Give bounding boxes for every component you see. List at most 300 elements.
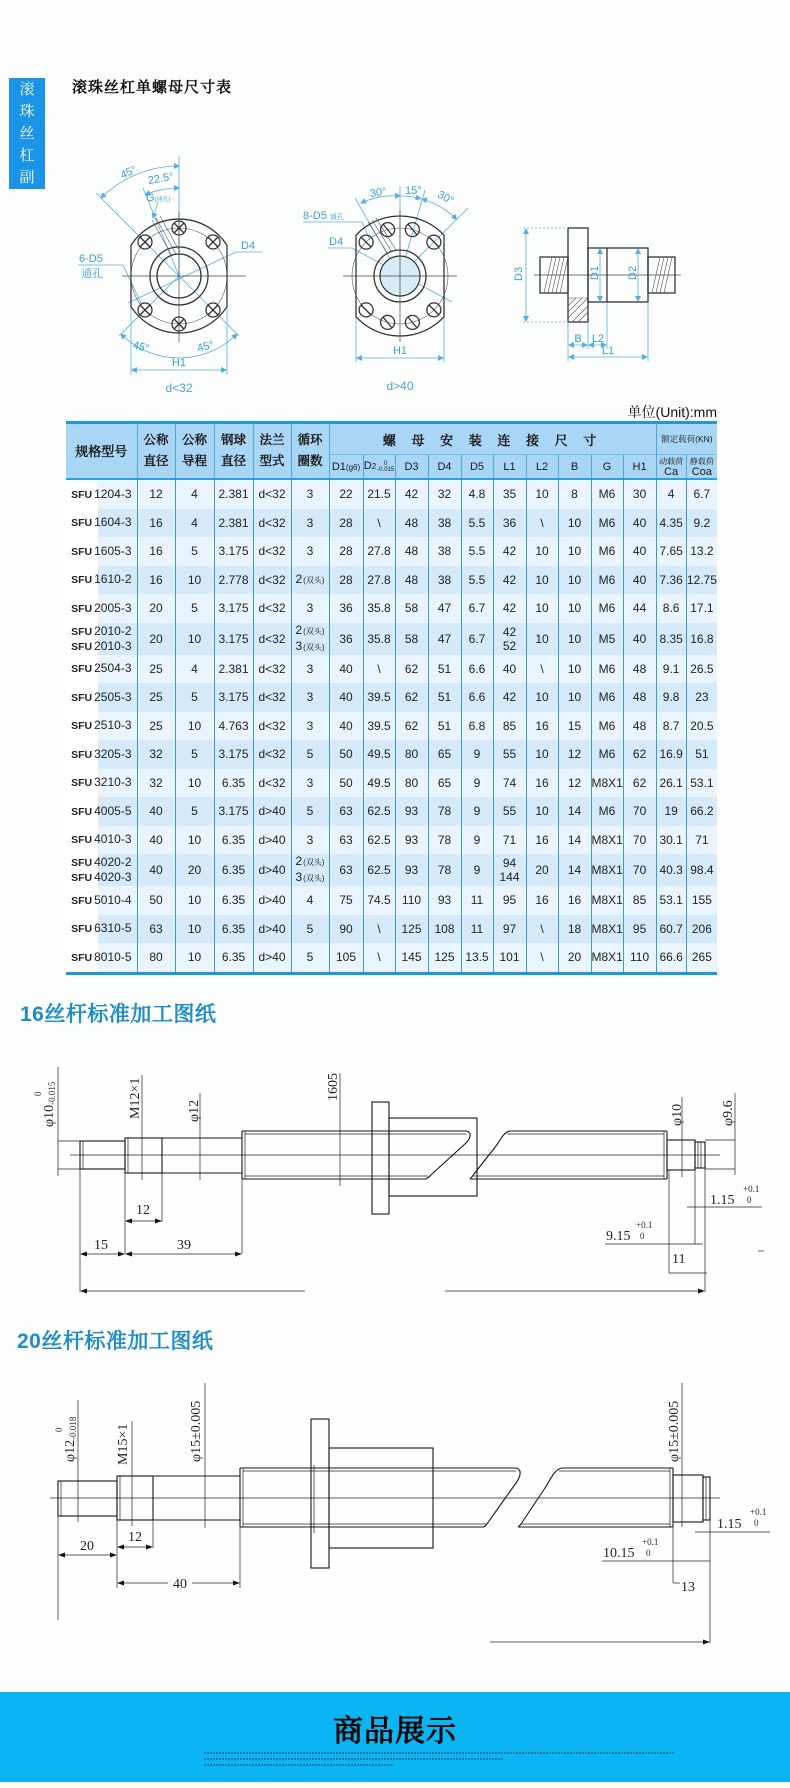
cell-G: M6 [591,797,623,826]
cell-circuits: 3 [291,683,329,712]
cell-L2: 10 [526,594,558,623]
cell-model: SFU 1204-3 [66,479,137,509]
cell-D3: 93 [395,797,428,826]
cell-Coa: 20.5 [686,712,717,741]
cell-model: SFU 8010-5 [66,943,137,973]
tolerance-upper: +0.1 [743,1184,760,1194]
bolt-holes-label: 8-D5 通孔 [303,210,344,222]
cell-nominal_diameter: 50 [137,886,175,915]
cell-D2: 21.5 [363,479,395,509]
cell-model: SFU 4010-3 [66,826,137,855]
cell-B: 10 [558,594,591,623]
table-row [66,623,717,655]
cell-lead: 10 [175,712,214,741]
cell-Coa: 51 [686,740,717,769]
nut-outline [372,1102,477,1214]
cell-L2: 16 [526,826,558,855]
cell-B: 10 [558,623,591,655]
cell-D2: 35.8 [363,594,395,623]
cell-L2: 16 [526,886,558,915]
header-flange-type: 法兰 型式 [253,423,291,480]
right-journal-length-label: 11 [672,1252,686,1267]
journal-length-label: 15 [94,1238,108,1253]
cell-D3: 48 [395,509,428,538]
cell-nominal_diameter: 25 [137,683,175,712]
table-body [66,479,717,973]
header-Coa: 静载荷 Coa [686,455,717,480]
cell-model: SFU 3210-3 [66,769,137,798]
nut-drawing-large-flange [303,185,468,393]
cell-D1: 75 [329,886,363,915]
header-nominal-diameter: 公称 直径 [137,423,175,480]
cell-model: SFU 1605-3 [66,537,137,566]
cell-ball_diameter: 3.175 [214,797,253,826]
groove-width-label: 1.15 [710,1193,735,1208]
cell-G: M8X1 [591,854,623,886]
cell-B: 14 [558,854,591,886]
cell-circuits: 2(双头) [291,566,329,595]
category-tag-char: 副 [19,168,35,186]
table-row [66,886,717,915]
cell-lead: 4 [175,509,214,538]
l2-label: L2 [591,333,605,345]
tolerance-lower: 0 [754,1518,759,1528]
cell-D1: 36 [329,594,363,623]
cell-Coa: 71 [686,826,717,855]
cell-D5: 13.5 [461,943,493,973]
cell-nominal_diameter: 16 [137,566,175,595]
cell-L2: \ [526,943,558,973]
cell-B: 16 [558,886,591,915]
category-tag-char: 杠 [19,146,35,164]
cell-flange_type: d>40 [253,915,291,944]
cell-Ca: 16.9 [656,740,686,769]
cell-L1: 94 144 [493,854,526,886]
cell-flange_type: d<32 [253,537,291,566]
cell-ball_diameter: 3.175 [214,537,253,566]
cell-Coa: 26.5 [686,655,717,684]
groove-width-label: 1.15 [717,1517,742,1532]
cell-flange_type: d<32 [253,740,291,769]
l1-label: L1 [601,345,615,357]
cell-D4: 47 [428,594,461,623]
left-journal-diameter-label: φ12-0.018 [63,1416,78,1462]
cell-flange_type: d<32 [253,683,291,712]
cell-lead: 5 [175,537,214,566]
cell-G: M8X1 [591,826,623,855]
cell-D1: 28 [329,566,363,595]
h1-label: H1 [392,345,408,357]
cell-L2: 10 [526,566,558,595]
category-tag-char: 丝 [19,124,35,142]
cell-D3: 125 [395,915,428,944]
cell-D1: 36 [329,623,363,655]
unit-label: 单位(Unit):mm [627,404,717,420]
cell-L1: 85 [493,712,526,741]
cell-flange_type: d<32 [253,479,291,509]
cell-circuits: 2(双头) 3(双头) [291,623,329,655]
table-row [66,655,717,684]
cell-ball_diameter: 2.778 [214,566,253,595]
angle-label: 45° [195,338,216,355]
angle-label: 30° [369,185,388,201]
cell-D4: 32 [428,479,461,509]
cell-B: 15 [558,712,591,741]
cell-flange_type: d<32 [253,655,291,684]
banner-title: 商品展示 [333,1715,457,1748]
angle-label: 15° [405,185,422,197]
cell-L2: 10 [526,537,558,566]
cell-L1: 71 [493,826,526,855]
header-L1: L1 [493,455,526,480]
angle-label: 22.5° [147,170,175,188]
cell-D4: 78 [428,797,461,826]
cell-D2: 62.5 [363,797,395,826]
thread-length-label: 12 [128,1530,142,1545]
cell-ball_diameter: 3.175 [214,740,253,769]
cell-Coa: 98.4 [686,854,717,886]
cell-H1: 40 [623,509,656,538]
cell-D4: 47 [428,623,461,655]
nut-side-view-drawing [513,228,681,361]
cell-B: 10 [558,683,591,712]
cell-D5: 9 [461,854,493,886]
header-L2: L2 [526,455,558,480]
cell-D1: 63 [329,797,363,826]
cell-D3: 48 [395,537,428,566]
cell-Ca: 40.3 [656,854,686,886]
d2-label: D2 [627,265,639,280]
header-B: B [558,455,591,480]
cell-B: 14 [558,826,591,855]
cell-D4: 51 [428,655,461,684]
cell-Ca: 8.35 [656,623,686,655]
cell-B: 10 [558,509,591,538]
cell-lead: 10 [175,915,214,944]
cell-Coa: 9.2 [686,509,717,538]
cell-lead: 4 [175,479,214,509]
header-nut-dimensions-group: 螺 母 安 装 连 接 尺 寸 [329,423,656,455]
cell-Coa: 12.75 [686,566,717,595]
cell-B: 8 [558,479,591,509]
cell-B: 10 [558,566,591,595]
cell-D2: \ [363,943,395,973]
cell-circuits: 2(双头) 3(双头) [291,854,329,886]
cell-L1: 42 [493,594,526,623]
shoulder-diameter-label: φ15±0.005 [189,1400,204,1462]
cell-Coa: 53.1 [686,769,717,798]
machining-drawing-16 [33,1067,764,1292]
product-showcase-banner [0,1692,790,1782]
cell-lead: 5 [175,594,214,623]
cell-Coa: 6.7 [686,479,717,509]
cell-D5: 9 [461,740,493,769]
cell-lead: 5 [175,797,214,826]
tolerance-upper: +0.1 [642,1537,659,1547]
thread-label: M12×1 [128,1077,143,1119]
table-row [66,537,717,566]
header-H1: H1 [623,455,656,480]
cell-Ca: 9.1 [656,655,686,684]
cell-L1: 74 [493,769,526,798]
cell-D1: 40 [329,655,363,684]
cell-G: M6 [591,655,623,684]
cell-model: SFU 2504-3 [66,655,137,684]
bolt-holes-note: 通孔 [81,268,103,280]
cell-lead: 10 [175,623,214,655]
cell-ball_diameter: 6.35 [214,915,253,944]
cell-model: SFU 2510-3 [66,712,137,741]
cell-model: SFU 1604-3 [66,509,137,538]
cell-G: M5 [591,623,623,655]
cell-Coa: 155 [686,886,717,915]
nut-drawing-small-flange [78,156,262,395]
cell-L2: \ [526,915,558,944]
cell-B: 18 [558,915,591,944]
cell-Coa: 17.1 [686,594,717,623]
cell-D2: 74.5 [363,886,395,915]
cell-lead: 10 [175,943,214,973]
cell-H1: 95 [623,915,656,944]
banner-fine-print [204,1752,674,1770]
cell-G: M6 [591,740,623,769]
cell-lead: 4 [175,655,214,684]
cell-flange_type: d<32 [253,566,291,595]
header-Ca: 动载荷 Ca [656,455,686,480]
cell-D1: 40 [329,712,363,741]
table-row [66,826,717,855]
drawing-caption: d<32 [165,381,193,395]
cell-D1: 50 [329,740,363,769]
drawing-caption: d>40 [386,379,414,393]
angle-label: 45° [131,339,151,356]
cell-D5: 11 [461,915,493,944]
cell-D1: 28 [329,509,363,538]
cell-model: SFU 3205-3 [66,740,137,769]
cell-D5: 5.5 [461,509,493,538]
cell-circuits: 3 [291,769,329,798]
cell-Coa: 66.2 [686,797,717,826]
tolerance-lower: 0 [747,1195,752,1205]
cell-D1: 63 [329,854,363,886]
h1-label: H1 [171,357,187,369]
cell-nominal_diameter: 20 [137,594,175,623]
cell-D3: 62 [395,655,428,684]
d3-label: D3 [513,266,525,281]
cell-D2: \ [363,915,395,944]
cell-D1: 22 [329,479,363,509]
cell-D1: 50 [329,769,363,798]
cell-circuits: 5 [291,797,329,826]
cell-D1: 28 [329,537,363,566]
cell-circuits: 5 [291,740,329,769]
cell-Coa: 265 [686,943,717,973]
cell-D3: 62 [395,683,428,712]
cell-lead: 10 [175,566,214,595]
cell-D1: 63 [329,826,363,855]
oil-hole-label: G(通孔) [146,192,171,204]
cell-nominal_diameter: 40 [137,826,175,855]
header-model: 规格型号 [66,423,137,480]
cell-nominal_diameter: 40 [137,797,175,826]
cell-D5: 9 [461,769,493,798]
header-D3: D3 [395,455,428,480]
header-G: G [591,455,623,480]
groove-position-label: 10.15 [603,1546,635,1561]
cell-circuits: 3 [291,537,329,566]
header-D5: D5 [461,455,493,480]
cell-nominal_diameter: 63 [137,915,175,944]
cell-H1: 62 [623,740,656,769]
cell-model: SFU 4020-2 SFU 4020-3 [66,854,137,886]
machining-drawing-20 [50,1383,770,1643]
cell-D4: 65 [428,769,461,798]
cell-G: M8X1 [591,769,623,798]
cell-D4: 51 [428,712,461,741]
cell-lead: 20 [175,854,214,886]
cell-D3: 58 [395,623,428,655]
cell-L1: 95 [493,886,526,915]
cell-D4: 51 [428,683,461,712]
cell-D3: 62 [395,712,428,741]
cell-H1: 70 [623,854,656,886]
cell-D2: 27.8 [363,566,395,595]
cell-nominal_diameter: 80 [137,943,175,973]
cell-B: 10 [558,537,591,566]
cell-L2: 16 [526,712,558,741]
cell-circuits: 4 [291,886,329,915]
angle-label: 30° [435,188,456,208]
tolerance-upper: 0 [54,1427,64,1432]
cell-ball_diameter: 3.175 [214,683,253,712]
cell-D3: 145 [395,943,428,973]
table-row [66,509,717,538]
cell-ball_diameter: 2.381 [214,509,253,538]
cell-Coa: 13.2 [686,537,717,566]
cell-D3: 110 [395,886,428,915]
cell-L1: 42 52 [493,623,526,655]
cell-L2: \ [526,655,558,684]
cell-L2: 10 [526,683,558,712]
cell-D4: 65 [428,740,461,769]
table-row [66,566,717,595]
cell-Ca: 60.7 [656,915,686,944]
section-title-20-drawing: 20丝杆标准加工图纸 [17,1330,214,1353]
table-header [66,423,717,480]
cell-L1: 42 [493,537,526,566]
b-label: B [574,333,582,345]
cell-lead: 10 [175,886,214,915]
cell-D2: 49.5 [363,769,395,798]
cell-flange_type: d>40 [253,797,291,826]
category-tag-char: 珠 [19,102,35,120]
cell-Ca: 66.6 [656,943,686,973]
bolt-holes-label: 6-D5 [79,253,103,265]
cell-D4: 93 [428,886,461,915]
cell-model: SFU 5010-4 [66,886,137,915]
cell-model: SFU 6310-5 [66,915,137,944]
header-D4: D4 [428,455,461,480]
thread-label: M15×1 [116,1423,131,1465]
cell-nominal_diameter: 32 [137,769,175,798]
cell-ball_diameter: 2.381 [214,655,253,684]
cell-nominal_diameter: 20 [137,623,175,655]
dimension-lines [78,156,262,375]
header-circuits: 循环 圈数 [291,423,329,480]
cell-flange_type: d<32 [253,712,291,741]
cell-circuits: 5 [291,943,329,973]
cell-H1: 48 [623,655,656,684]
cell-Ca: 26.1 [656,769,686,798]
cell-D3: 93 [395,854,428,886]
shoulder-length-label: 40 [173,1577,187,1592]
cell-L1: 35 [493,479,526,509]
cell-lead: 5 [175,740,214,769]
cell-Ca: 8.6 [656,594,686,623]
tolerance-upper: 0 [33,1091,43,1096]
cell-circuits: 3 [291,712,329,741]
ball-screw-nut-dimension-table [66,421,717,975]
cell-Ca: 7.65 [656,537,686,566]
right-journal-diameter-label: φ15±0.005 [667,1400,682,1462]
cell-Ca: 53.1 [656,886,686,915]
cell-nominal_diameter: 25 [137,655,175,684]
cell-flange_type: d<32 [253,594,291,623]
cell-G: M8X1 [591,915,623,944]
groove-diameter-label: φ9.6 [721,1100,736,1126]
cell-Ca: 4 [656,479,686,509]
cell-D5: 5.5 [461,566,493,595]
tolerance-lower: 0 [646,1548,651,1558]
cell-L2: 10 [526,623,558,655]
shoulder-diameter-label: φ12 [187,1099,202,1122]
cell-Coa: 206 [686,915,717,944]
cell-lead: 5 [175,683,214,712]
cell-L1: 55 [493,797,526,826]
cell-circuits: 3 [291,594,329,623]
cell-G: M6 [591,537,623,566]
cell-H1: 40 [623,623,656,655]
cell-D5: 6.6 [461,655,493,684]
cell-model: SFU 1610-2 [66,566,137,595]
cell-D3: 42 [395,479,428,509]
cell-ball_diameter: 6.35 [214,943,253,973]
cell-Coa: 16.8 [686,623,717,655]
cell-L2: 10 [526,740,558,769]
tolerance-lower: 0 [640,1231,645,1241]
cell-D3: 80 [395,740,428,769]
cell-Ca: 4.35 [656,509,686,538]
cell-L2: 10 [526,479,558,509]
cell-G: M6 [591,683,623,712]
cell-Ca: 8.7 [656,712,686,741]
cell-flange_type: d<32 [253,623,291,655]
shoulder-length-label: 39 [177,1238,191,1253]
right-journal-length-label: 13 [681,1580,695,1595]
header-rated-load-group: 额定载荷(KN) [656,423,717,455]
d4-label: D4 [329,236,344,248]
cell-D2: \ [363,655,395,684]
cell-G: M8X1 [591,943,623,973]
cell-D2: 62.5 [363,854,395,886]
cell-flange_type: d>40 [253,826,291,855]
table-row [66,797,717,826]
cell-H1: 40 [623,566,656,595]
cell-L1: 42 [493,566,526,595]
cell-H1: 48 [623,712,656,741]
cell-G: M6 [591,509,623,538]
cell-nominal_diameter: 16 [137,537,175,566]
